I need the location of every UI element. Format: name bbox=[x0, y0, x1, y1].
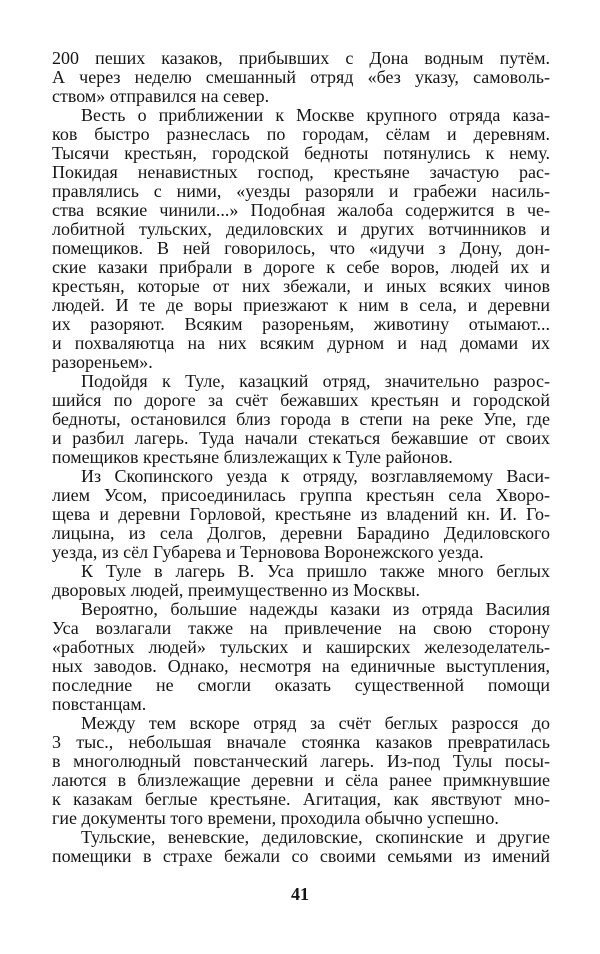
text-line: «работных людей» тульских и каширских железоделатель- bbox=[52, 637, 550, 657]
paragraph bbox=[52, 600, 550, 714]
text-line: К Туле в лагерь В. Уса пришло также много беглых bbox=[81, 561, 550, 581]
paragraph bbox=[52, 467, 550, 562]
text-line: Тульские, веневские, дедиловские, скопинские и другие bbox=[81, 827, 550, 847]
text-line: дворовых людей, преимущественно из Москвы. bbox=[52, 580, 420, 600]
text-line: в многолюдный повстанческий лагерь. Из-под Тулы посы- bbox=[52, 751, 550, 771]
text-line: последние не смогли оказать существенной помощи bbox=[52, 675, 550, 695]
text-line: щева и деревни Горловой, крестьяне из владений кн. И. Го- bbox=[52, 504, 550, 524]
text-line: их разоряют. Всяким разореньям, животину отымают... bbox=[52, 314, 550, 334]
text-line: А через неделю смешанный отряд «без указу, самоволь- bbox=[52, 67, 550, 87]
text-line: 200 пеших казаков, прибывших с Дона водным путём. bbox=[52, 48, 550, 68]
paragraph bbox=[52, 714, 550, 828]
text-line: лицына, из села Долгов, деревни Барадино Дедиловского bbox=[52, 523, 550, 543]
text-line: ков быстро разнеслась по городам, сёлам и деревням. bbox=[52, 124, 550, 144]
page-number: 41 bbox=[291, 884, 309, 904]
paragraph bbox=[52, 562, 550, 600]
text-line: Между тем вскоре отряд за счёт беглых разросся до bbox=[81, 713, 550, 733]
text-line: ские казаки прибрали в дороге к себе воров, людей их и bbox=[52, 257, 550, 277]
text-line: Уса возлагали также на привлечение на свою сторону bbox=[52, 618, 550, 638]
text-line: 3 тыс., небольшая вначале стоянка казаков превратилась bbox=[52, 732, 550, 752]
paragraph bbox=[52, 828, 550, 866]
text-line: лаются в близлежащие деревни и сёла ранее примкнувшие bbox=[52, 770, 550, 790]
book-page-body bbox=[52, 49, 550, 866]
text-line: Вероятно, большие надежды казаки из отряда Василия bbox=[81, 599, 550, 619]
text-line: и похваляютца на них всяким дурном и над домами их bbox=[52, 333, 550, 353]
text-line: Покидая ненавистных господ, крестьяне зачастую рас- bbox=[52, 162, 550, 182]
text-line: лобитной тульских, дедиловских и других вотчинников и bbox=[52, 219, 550, 239]
text-line: повстанцам. bbox=[52, 694, 147, 714]
text-line: ством» отправился на север. bbox=[52, 86, 270, 106]
text-line: крестьян, которые от них збежали, и иных всяких чинов bbox=[52, 276, 550, 296]
paragraph bbox=[52, 49, 550, 106]
text-line: к казакам беглые крестьяне. Агитация, как явствуют мно- bbox=[52, 789, 550, 809]
paragraph bbox=[52, 372, 550, 467]
text-line: помещики в страхе бежали со своими семьями из имений bbox=[52, 846, 550, 866]
text-line: Из Скопинского уезда к отряду, возглавляемому Васи- bbox=[81, 466, 550, 486]
text-line: и разбил лагерь. Туда начали стекаться бежавшие от своих bbox=[52, 428, 550, 448]
text-line: Весть о приближении к Москве крупного отряда каза- bbox=[81, 105, 550, 125]
text-line: разореньем». bbox=[52, 352, 153, 372]
text-line: помещиков крестьяне близлежащих к Туле районов. bbox=[52, 447, 453, 467]
text-line: гие документы того времени, проходила обычно успешно. bbox=[52, 808, 499, 828]
text-line: Подойдя к Туле, казацкий отряд, значительно разрос- bbox=[81, 371, 550, 391]
text-line: лием Усом, присоединилась группа крестьян села Хворо- bbox=[52, 485, 550, 505]
text-line: шийся по дороге за счёт бежавших крестьян и городской bbox=[52, 390, 550, 410]
text-line: уезда, из сёл Губарева и Терновова Воронежского уезда. bbox=[52, 542, 484, 562]
text-line: ства всякие чинили...» Подобная жалоба содержится в че- bbox=[52, 200, 550, 220]
text-line: Тысячи крестьян, городской бедноты потянулись к нему. bbox=[52, 143, 550, 163]
paragraph bbox=[52, 106, 550, 372]
text-line: бедноты, остановился близ города в степи на реке Упе, где bbox=[52, 409, 550, 429]
text-line: правлялись с ними, «уезды разоряли и грабежи насиль- bbox=[52, 181, 550, 201]
text-line: людей. И те де воры приезжают к ним в села, и деревни bbox=[52, 295, 550, 315]
text-line: помещиков. В ней говорилось, что «идучи з Дону, дон- bbox=[52, 238, 550, 258]
text-line: ных заводов. Однако, несмотря на единичные выступления, bbox=[52, 656, 550, 676]
